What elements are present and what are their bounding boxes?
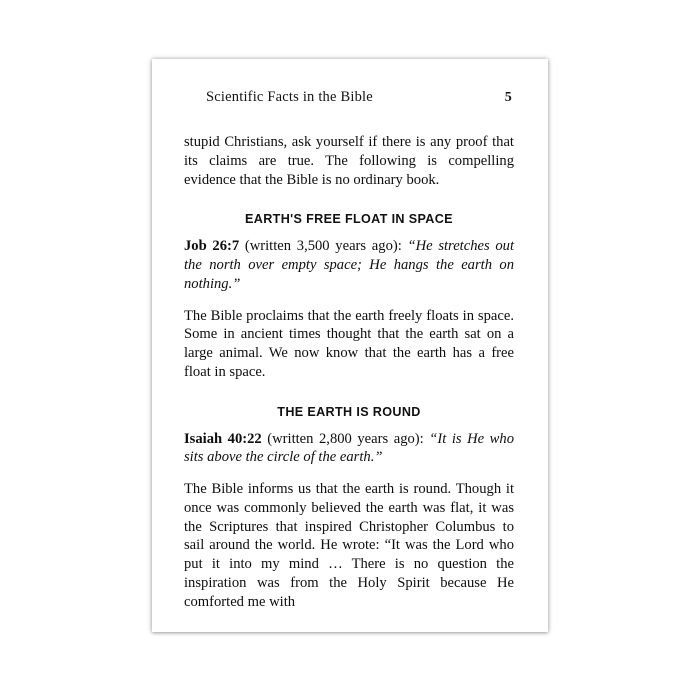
- verse-quote-isaiah: “It is He who sits above the circle of the earth.”: [184, 430, 514, 466]
- section-heading-the-earth-is-round: THE EARTH IS ROUND: [277, 404, 421, 419]
- verse-reference-job: Job 26:7: [184, 238, 240, 255]
- page-content: [184, 89, 514, 611]
- book-page: [152, 59, 548, 632]
- verse-reference-isaiah: Isaiah 40:22: [184, 430, 262, 447]
- intro-paragraph: stupid Christians, ask yourself if there is any proof that its claims are true. The following is compelling evidence that the Bible is no ordinary book.: [184, 134, 514, 188]
- section-heading-earths-free-float-in-space: EARTH'S FREE FLOAT IN SPACE: [245, 212, 453, 227]
- section-body-earths-free-float: The Bible proclaims that the earth freely floats in space. Some in ancient times thought that the earth sat on a large animal. We now know that the earth has a free float in space.: [184, 307, 514, 380]
- verse-paragraph-job: [184, 237, 514, 293]
- verse-intro-isaiah: (written 2,800 years ago):: [261, 430, 430, 447]
- verse-quote-job: “He stretches out the north over empty space; He hangs the earth on nothing.”: [184, 238, 514, 292]
- verse-intro-job: (written 3,500 years ago):: [239, 238, 408, 255]
- running-head-title: Scientific Facts in the Bible: [206, 89, 373, 105]
- running-head: [184, 89, 514, 106]
- section-body-the-earth-is-round: The Bible informs us that the earth is round. Though it once was commonly believed the earth was flat, it was the Scriptures that inspired Christopher Columbus to sail around the world. He wrote: “It was the Lord who put it into my mind … There is no question the inspiration was from the Holy Spirit because He comforted me with: [184, 481, 514, 610]
- verse-paragraph-isaiah: [184, 430, 514, 468]
- page-number: 5: [504, 90, 512, 105]
